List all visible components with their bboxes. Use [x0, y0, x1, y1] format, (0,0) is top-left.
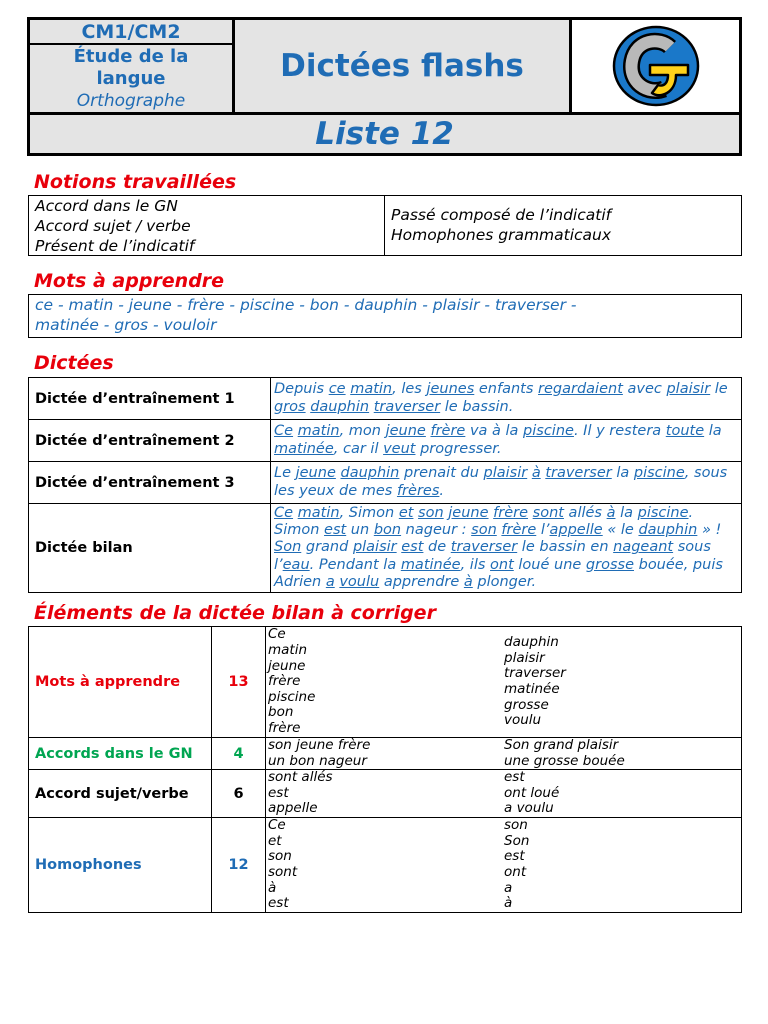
- word-item: Son grand plaisir: [504, 737, 619, 753]
- logo: [572, 20, 739, 115]
- dictee-label: Dictée bilan: [29, 504, 271, 593]
- underlined-word: Ce: [274, 423, 294, 440]
- underlined-word: à: [531, 465, 541, 482]
- level-label: CM1/CM2: [30, 20, 232, 45]
- notions-right: [385, 196, 741, 255]
- elements-table: [28, 626, 742, 913]
- dictee-text: Le jeune dauphin prenait du plaisir à traverser la piscine, sous les yeux de mes frères.: [271, 462, 742, 504]
- table-row: [29, 818, 742, 913]
- underlined-word: ce: [328, 381, 346, 398]
- dictee-label: Dictée d’entraînement 1: [29, 378, 271, 420]
- dictees-table: [28, 377, 742, 593]
- elements-title: Éléments de la dictée bilan à corriger: [34, 602, 436, 624]
- word-item: ont: [504, 863, 527, 880]
- table-row: [29, 420, 742, 462]
- dictees-title: Dictées: [34, 352, 114, 374]
- word-item: piscine: [268, 688, 316, 705]
- word-item: a: [504, 879, 513, 896]
- element-count: 6: [212, 770, 266, 818]
- table-row: [29, 378, 742, 420]
- underlined-word: matin: [297, 423, 340, 440]
- word-item: son: [504, 817, 528, 834]
- underlined-word: plaisir: [352, 539, 397, 556]
- table-row: [29, 738, 742, 770]
- underlined-word: dauphin: [310, 398, 370, 415]
- words-col: [268, 738, 504, 769]
- element-count: 12: [212, 818, 266, 913]
- word-item: jeune: [268, 657, 306, 674]
- underlined-word: jeune: [385, 423, 426, 440]
- words-col: [504, 818, 704, 912]
- word-item: son jeune frère: [268, 737, 371, 753]
- underlined-word: eau: [282, 556, 310, 573]
- list-number: Liste 12: [315, 116, 454, 152]
- notion-item: Présent de l’indicatif: [35, 237, 195, 255]
- underlined-word: son: [471, 522, 497, 539]
- underlined-word: plaisir: [666, 381, 711, 398]
- underlined-word: regardaient: [538, 381, 623, 398]
- word-item: Ce: [268, 817, 286, 834]
- underlined-word: piscine: [633, 465, 685, 482]
- underlined-word: Son: [274, 539, 302, 556]
- dictee-label: Dictée d’entraînement 3: [29, 462, 271, 504]
- mots-line: ce - matin - jeune - frère - piscine - bon - dauphin - plaisir - traverser -: [35, 296, 577, 314]
- underlined-word: est: [324, 522, 347, 539]
- underlined-word: toute: [665, 423, 705, 440]
- underlined-word: jeunes: [426, 381, 475, 398]
- words-col: [268, 627, 504, 736]
- notions-box: [28, 195, 742, 256]
- underlined-word: ont: [490, 556, 514, 573]
- element-category: Accords dans le GN: [29, 738, 212, 770]
- word-item: est: [268, 784, 289, 801]
- notion-item: Accord dans le GN: [35, 197, 178, 215]
- notions-left: [29, 196, 385, 255]
- domain-label: Orthographe: [76, 91, 186, 111]
- header-box: [27, 17, 742, 156]
- word-item: voulu: [504, 712, 542, 729]
- element-count: 13: [212, 627, 266, 738]
- table-row: [29, 504, 742, 593]
- subject-label: Étude de la langue: [73, 46, 189, 89]
- word-item: grosse: [504, 696, 549, 713]
- underlined-word: matin: [350, 381, 393, 398]
- word-item: bon: [268, 704, 294, 721]
- underlined-word: son: [418, 505, 444, 521]
- underlined-word: matin: [297, 505, 340, 521]
- word-item: sont allés: [268, 769, 333, 786]
- word-item: matinée: [504, 681, 560, 697]
- word-item: matin: [268, 642, 308, 659]
- underlined-word: traverser: [373, 398, 441, 415]
- underlined-word: veut: [383, 440, 416, 457]
- underlined-word: jeune: [448, 505, 489, 521]
- word-item: frère: [268, 673, 301, 690]
- underlined-word: à: [606, 505, 616, 521]
- notion-item: Accord sujet / verbe: [35, 217, 191, 235]
- word-item: une grosse bouée: [504, 752, 625, 769]
- underlined-word: a: [325, 573, 335, 590]
- word-item: à: [504, 895, 513, 912]
- word-item: est: [268, 895, 289, 912]
- words-col: [504, 738, 704, 769]
- notions-title: Notions travaillées: [34, 171, 237, 193]
- word-item: sont: [268, 863, 298, 880]
- table-row: [29, 627, 742, 738]
- word-item: a voulu: [504, 800, 554, 817]
- word-item: à: [268, 879, 277, 896]
- element-count: 4: [212, 738, 266, 770]
- word-item: un bon nageur: [268, 752, 367, 769]
- underlined-word: gros: [274, 398, 306, 415]
- underlined-word: matinée: [274, 440, 334, 457]
- underlined-word: voulu: [339, 573, 380, 590]
- underlined-word: appelle: [549, 522, 603, 539]
- mots-title: Mots à apprendre: [34, 270, 225, 292]
- word-item: Son: [504, 832, 530, 849]
- word-item: dauphin: [504, 634, 559, 651]
- notion-item: Passé composé de l’indicatif: [391, 206, 612, 224]
- mots-box: [28, 294, 742, 338]
- underlined-word: traverser: [450, 539, 518, 556]
- words-col: [504, 635, 704, 729]
- word-item: traverser: [504, 665, 566, 682]
- underlined-word: piscine: [637, 505, 689, 521]
- underlined-word: sont: [532, 505, 564, 521]
- underlined-word: dauphin: [340, 465, 400, 482]
- dictee-text: Ce matin, Simon et son jeune frère sont allés à la piscine. Simon est un bon nageur : son frère l’appelle « le dauphin » ! Son grand plaisir est de traverser le bassin en nageant sous l’eau. Pendant la matinée, ils ont loué une grosse bouée, puis Adrien a voulu apprendre à plonger.: [271, 504, 742, 593]
- underlined-word: matinée: [400, 556, 461, 573]
- underlined-word: frère: [430, 423, 466, 440]
- logo-g-icon: [612, 25, 700, 107]
- underlined-word: piscine: [523, 423, 574, 440]
- element-words: [266, 627, 742, 738]
- word-item: plaisir: [504, 649, 545, 666]
- word-item: ont loué: [504, 784, 560, 801]
- element-category: Accord sujet/verbe: [29, 770, 212, 818]
- underlined-word: traverser: [545, 465, 612, 482]
- table-row: [29, 462, 742, 504]
- underlined-word: frères: [396, 482, 440, 499]
- underlined-word: est: [401, 539, 424, 556]
- underlined-word: Ce: [274, 505, 294, 521]
- underlined-word: jeune: [295, 465, 336, 482]
- word-item: appelle: [268, 800, 318, 817]
- element-category: Mots à apprendre: [29, 627, 212, 738]
- underlined-word: à: [463, 573, 473, 590]
- dictee-label: Dictée d’entraînement 2: [29, 420, 271, 462]
- underlined-word: bon: [373, 522, 402, 539]
- underlined-word: nageant: [613, 539, 674, 556]
- table-row: [29, 770, 742, 818]
- words-col: [268, 770, 504, 817]
- underlined-word: grosse: [585, 556, 634, 573]
- notion-item: Homophones grammaticaux: [391, 226, 612, 244]
- underlined-word: frère: [501, 522, 537, 539]
- underlined-word: dauphin: [638, 522, 698, 539]
- element-words: [266, 738, 742, 770]
- words-col: [268, 818, 504, 912]
- element-category: Homophones: [29, 818, 212, 913]
- header-level-panel: [30, 20, 235, 115]
- word-item: est: [504, 848, 525, 865]
- mots-line: matinée - gros - vouloir: [35, 316, 217, 334]
- element-words: [266, 770, 742, 818]
- word-item: frère: [268, 719, 301, 736]
- page-title: Dictées flashs: [235, 20, 572, 115]
- underlined-word: et: [398, 505, 414, 521]
- word-item: et: [268, 832, 282, 849]
- underlined-word: plaisir: [483, 465, 528, 482]
- dictee-text: Depuis ce matin, les jeunes enfants regardaient avec plaisir le gros dauphin traverser le bassin.: [271, 378, 742, 420]
- element-words: [266, 818, 742, 913]
- underlined-word: frère: [493, 505, 529, 521]
- word-item: est: [504, 769, 525, 786]
- words-col: [504, 770, 704, 817]
- word-item: Ce: [268, 626, 286, 643]
- word-item: son: [268, 848, 292, 865]
- dictee-text: Ce matin, mon jeune frère va à la piscine. Il y restera toute la matinée, car il veut progresser.: [271, 420, 742, 462]
